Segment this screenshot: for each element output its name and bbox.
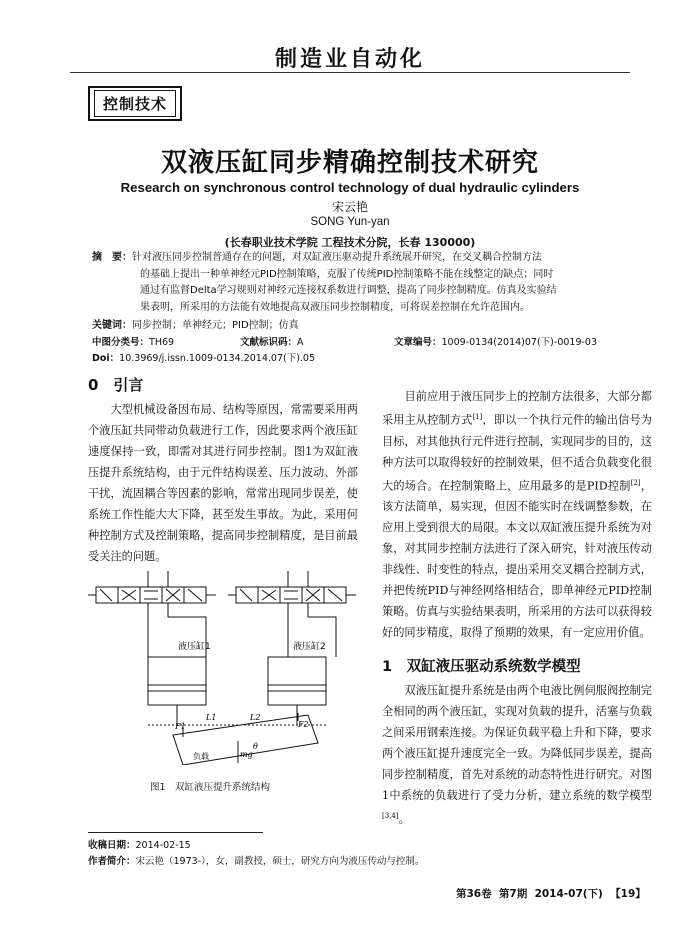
f1-label: F1: [175, 722, 186, 731]
mg-label: mg: [240, 750, 253, 759]
section-0-heading: 0 引言: [88, 376, 144, 394]
abstract-line-4: 果表明，所采用的方法能有效地提高双液压同步控制精度，可将误差控制在允许范围内。: [140, 301, 530, 313]
figure-1-diagram: [88, 565, 358, 765]
clc-value: TH69: [149, 336, 175, 348]
cylinder-2: [268, 657, 326, 705]
footnote-rule: [88, 832, 263, 833]
doc-label: 文献标识码：: [240, 336, 298, 348]
abstract-line-2: 的基础上提出一种单神经元PID控制策略，克服了传统PID控制策略不能在线整定的缺点；同时: [140, 268, 554, 280]
author-cn: 宋云艳: [331, 200, 368, 214]
journal-name: 制造业自动化: [274, 46, 425, 72]
ref-1: [1]: [472, 413, 483, 421]
right-para-part-2: ，即以一个执行元件的输出信号为目标，对其他执行元件进行控制，实现同步的目的，这种方法可以取得较好的控制效果，但不适合负载变化很大的场合。在控制策略上，应用最多的是PID控制: [382, 413, 652, 493]
ref-2: [2]: [630, 478, 641, 487]
affiliation: (长春职业技术学院 工程技术分院，长春 130000): [224, 236, 476, 249]
article-label: 文章编号：: [394, 336, 442, 348]
doi-row: [92, 351, 612, 367]
right-valve: [236, 587, 346, 603]
footer-volume: 第36卷: [456, 888, 492, 900]
footer-issue: 第7期: [498, 888, 528, 900]
keywords-label: 关键词：: [92, 320, 132, 331]
abstract-line-3: 通过有监督Delta学习规则对神经元连接权系数进行调整，提高了同步控制精度。仿真及实验结: [140, 285, 557, 296]
footer-page-number: 【19】: [610, 888, 646, 900]
right-para-part-3: ，该方法简单，易实现，但因不能实时在线调整参数，在应用上受到很大的局限。本文以双缸液压提升系统为对象，对其同步控制方法进行了深入研究，针对液压传动非线性、时变性的特点，提出采用交叉耦合控制方式，并把传统PID与神经网络相结合，即单神经元PID控制策略。仿真与实验结果表明，所采用的方法可以获得较好的同步精度，取得了预期的效果，有一定应用价值。: [382, 479, 652, 640]
author-en: SONG Yun-yan: [310, 216, 390, 228]
column-tag: [88, 86, 182, 121]
doc-value: A: [297, 336, 304, 348]
section-0-right-paragraph: [382, 386, 652, 643]
left-valve: [96, 587, 206, 603]
section-1-paragraph: [382, 680, 652, 830]
footer-date: 2014-07(下): [534, 888, 603, 900]
abstract: [92, 250, 612, 367]
title-en: Research on synchronous control technology of dual hydraulic cylinders: [120, 180, 580, 195]
cylinder-1: [148, 657, 206, 705]
abstract-label: 摘 要：: [92, 252, 132, 263]
section-1-end: 。: [398, 812, 410, 826]
keywords-text: 同步控制；单神经元；PID控制；仿真: [132, 320, 299, 331]
ref-3-4: [3,4]: [382, 812, 399, 820]
cylinder-1-label: 液压缸1: [178, 642, 211, 652]
article-value: 1009-0134(2014)07(下)-0019-03: [441, 336, 598, 348]
figure-1-caption: 图1 双缸液压提升系统结构: [150, 782, 271, 793]
intro-paragraph: 大型机械设备因布局、结构等原因，常需要采用两个液压缸共同带动负载进行工作，因此要求两个液压缸速度保持一致，即需对其进行同步控制。图1为双缸液压提升系统结构，由于元件结构误差、压力波动、外部干扰，流固耦合等因素的影响，常常出现同步误差，使系统工作性能大大下降，甚至发生事故。为此，采用何种控制方式及控制策略，提高同步控制精度，是目前最受关注的问题。: [88, 403, 358, 563]
section-1-heading: 1 双缸液压驱动系统数学模型: [382, 659, 581, 675]
abstract-line-1: 针对液压同步控制普通存在的问题，对双缸液压驱动提升系统展开研究，在交叉耦合控制方法: [132, 252, 542, 263]
author-note: [88, 854, 648, 870]
section-0-left-paragraph: [88, 399, 358, 567]
load-label: 负载: [193, 752, 209, 761]
column-tag-label: 控制技术: [94, 90, 176, 117]
author-bio-value: 宋云艳（1973-），女，副教授，硕士，研究方向为液压传动与控制。: [135, 856, 425, 867]
f2-label: F2: [298, 720, 309, 729]
clc-label: 中图分类号：: [92, 336, 150, 348]
theta-label: θ: [253, 742, 258, 751]
l2-label: L2: [250, 713, 261, 722]
page-footer: [456, 886, 646, 901]
classification-row: [92, 335, 612, 351]
received-value: 2014-02-15: [135, 840, 191, 851]
author-bio-label: 作者简介：: [88, 856, 136, 867]
header-rule: [70, 72, 630, 73]
cylinder-2-label: 液压缸2: [293, 642, 326, 652]
received-label: 收稿日期：: [88, 840, 136, 851]
section-1-text: 双液压缸提升系统是由两个电液比例伺服阀控制完全相同的两个液压缸，实现对负载的提升，活塞与负载之间采用钢索连接。为保证负载平稳上升和下降，要求两个液压缸提升速度完全一致。为降低同步误差，提高同步控制精度，首先对系统的动态特性进行研究。对图1中系统的负载进行了受力分析，建立系统的数学模型: [382, 684, 652, 802]
received-note: [88, 838, 191, 854]
doi-label: Doi：: [92, 352, 120, 364]
right-para-part-1: 目前应用于液压同步上的控制方法很多，大部分都采用主从控制方式: [382, 390, 652, 427]
title-cn: 双液压缸同步精确控制技术研究: [160, 148, 539, 178]
l1-label: L1: [206, 713, 217, 722]
doi-value: 10.3969/j.issn.1009-0134.2014.07(下).05: [119, 352, 316, 364]
